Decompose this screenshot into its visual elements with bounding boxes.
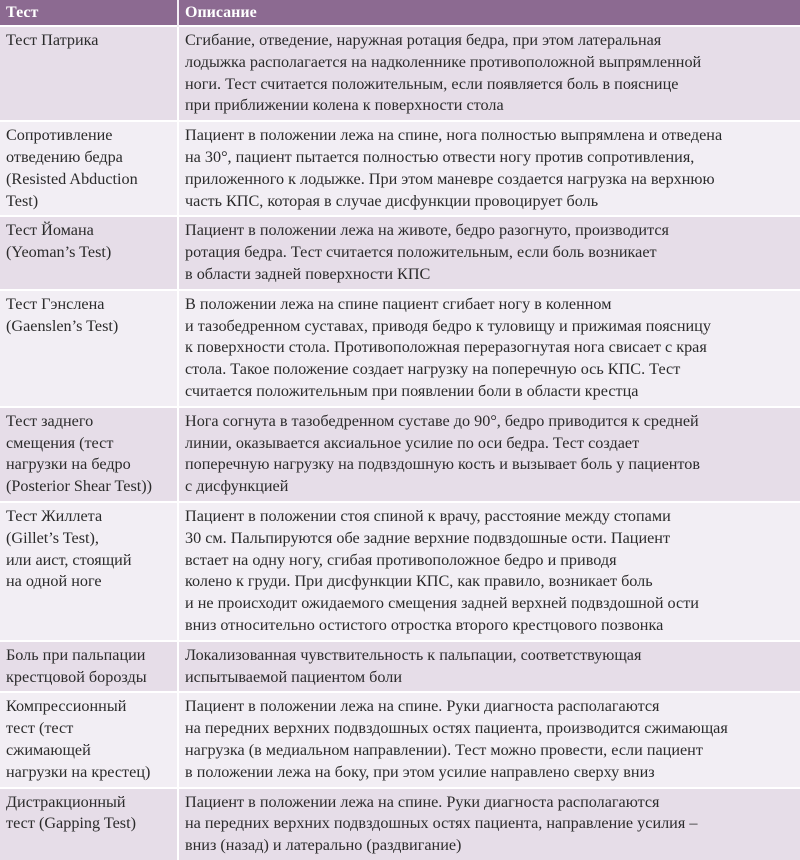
table-row xyxy=(0,788,800,860)
test-description-cell: Пациент в положении лежа на спине. Руки диагноста располагаются на передних верхних подвздошных остях пациента, производится сжимающая нагрузка (в медиальном направлении). Тест можно провести, если пациент в положении лежа на боку, при этом усилие направлено сверху вниз xyxy=(178,692,800,787)
table-row xyxy=(0,692,800,787)
test-name-cell: Тест Гэнслена (Gaenslen’s Test) xyxy=(0,290,178,407)
test-description-cell: Сгибание, отведение, наружная ротация бедра, при этом латеральная лодыжка располагается на надколеннике противоположной выпрямленной ноги. Тест считается положительным, если появляется боль в пояснице при приближении колена к поверхности стола xyxy=(178,26,800,121)
table-row xyxy=(0,641,800,693)
test-name-cell: Дистракционный тест (Gapping Test) xyxy=(0,788,178,860)
test-description-cell: Локализованная чувствительность к пальпации, соответствующая испытываемой пациентом боли xyxy=(178,641,800,693)
test-description-cell: Нога согнута в тазобедренном суставе до 90°, бедро приводится к средней линии, оказывается аксиальное усилие по оси бедра. Тест создает поперечную нагрузку на подвздошную кость и вызывает боль у пациентов с дисфункцией xyxy=(178,407,800,502)
test-name-cell: Тест заднего смещения (тест нагрузки на бедро (Posterior Shear Test)) xyxy=(0,407,178,502)
test-name-cell: Боль при пальпации крестцовой борозды xyxy=(0,641,178,693)
table-row xyxy=(0,290,800,407)
test-description-cell: Пациент в положении лежа на спине, нога полностью выпрямлена и отведена на 30°, пациент пытается полностью отвести ногу против сопротивления, приложенного к лодыжке. При этом маневре создается нагрузка на верхнюю часть КПС, которая в случае дисфункции провоцирует боль xyxy=(178,121,800,216)
test-name-cell: Компрессионный тест (тест сжимающей нагрузки на крестец) xyxy=(0,692,178,787)
table-row xyxy=(0,407,800,502)
test-name-cell: Сопротивление отведению бедра (Resisted Abduction Test) xyxy=(0,121,178,216)
test-name-cell: Тест Жиллета (Gillet’s Test), или аист, стоящий на одной ноге xyxy=(0,502,178,641)
table-row xyxy=(0,502,800,641)
test-description-cell: Пациент в положении стоя спиной к врачу, расстояние между стопами 30 см. Пальпируются обе задние верхние подвздошные ости. Пациент встает на одну ногу, сгибая противоположное бедро и приводя колено к груди. При дисфункции КПС, как правило, возникает боль и не происходит ожидаемого смещения задней верхней подвздошной ости вниз относительно остистого отростка второго крестцового позвонка xyxy=(178,502,800,641)
test-description-cell: Пациент в положении лежа на спине. Руки диагноста располагаются на передних верхних подвздошных остях пациента, направление усилия – вниз (назад) и латерально (раздвигание) xyxy=(178,788,800,860)
table-row xyxy=(0,216,800,289)
table-row xyxy=(0,121,800,216)
table-header-row xyxy=(0,0,800,26)
test-description-cell: Пациент в положении лежа на животе, бедро разогнуто, производится ротация бедра. Тест считается положительным, если боль возникает в области задней поверхности КПС xyxy=(178,216,800,289)
test-name-cell: Тест Йомана (Yeoman’s Test) xyxy=(0,216,178,289)
test-description-cell: В положении лежа на спине пациент сгибает ногу в коленном и тазобедренном суставах, приводя бедро к туловищу и прижимая поясницу к поверхности стола. Противоположная переразогнутая нога свисает с края стола. Такое положение создает нагрузку на поперечную ось КПС. Тест считается положительным при появлении боли в области крестца xyxy=(178,290,800,407)
test-name-cell: Тест Патрика xyxy=(0,26,178,121)
column-header-test: Тест xyxy=(0,0,178,26)
table-row xyxy=(0,26,800,121)
column-header-description: Описание xyxy=(178,0,800,26)
